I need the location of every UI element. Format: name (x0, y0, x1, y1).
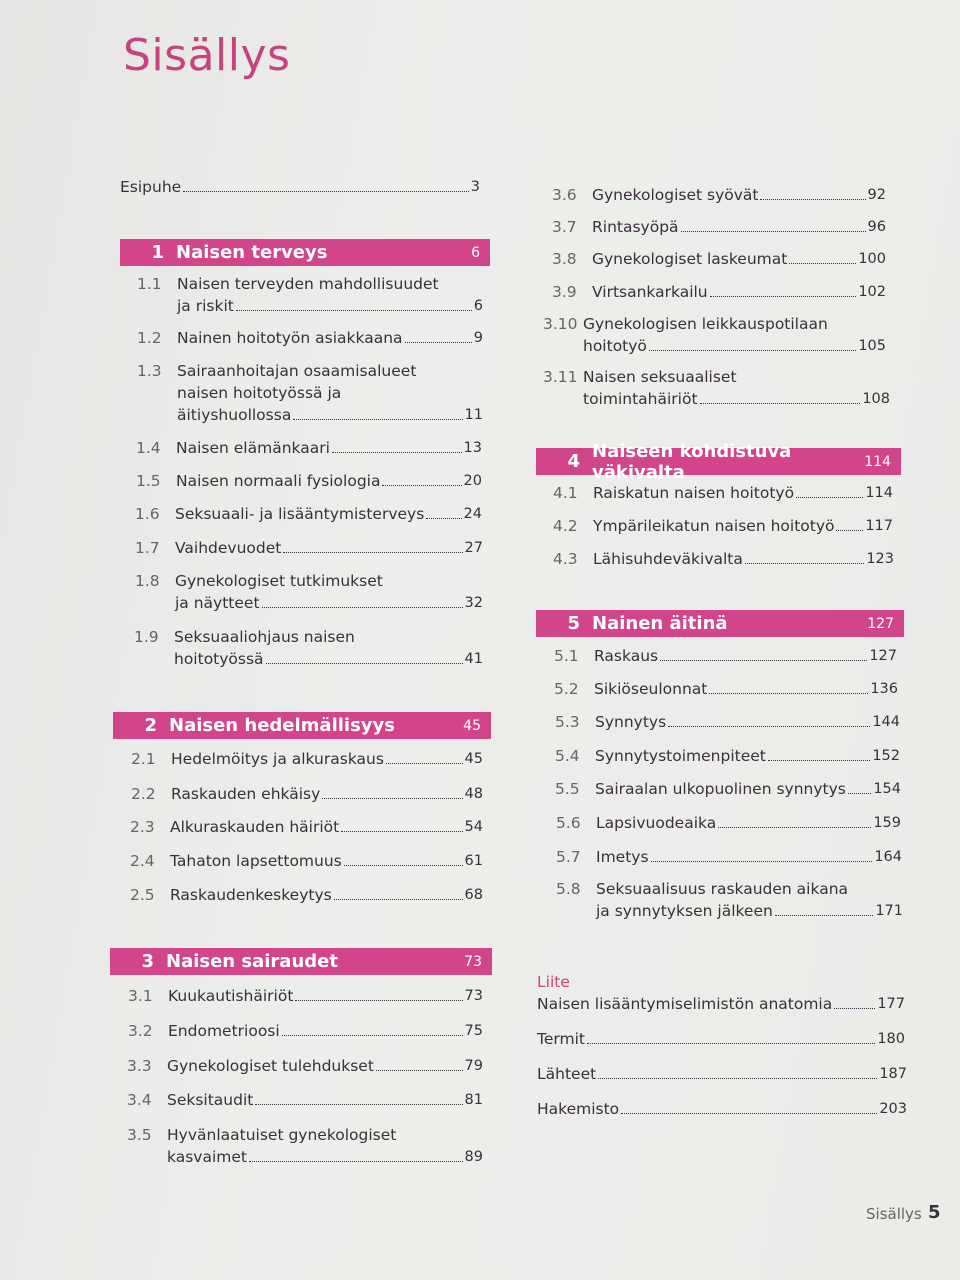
entry-page: 136 (870, 681, 898, 697)
entry-page: 152 (872, 748, 900, 764)
entry-number: 3.11 (543, 368, 578, 386)
toc-entry (131, 783, 483, 805)
entry-page: 11 (464, 407, 483, 423)
leader-dots (796, 497, 863, 498)
toc-entry (127, 1055, 483, 1077)
entry-number: 1.4 (136, 439, 161, 457)
entry-label: Gynekologiset tulehdukset (167, 1057, 374, 1075)
entry-number: 5.6 (556, 814, 581, 832)
entry-page: 68 (464, 887, 483, 903)
toc-entry (537, 971, 905, 1015)
leader-dots (668, 726, 870, 727)
entry-number: 1.7 (135, 539, 160, 557)
entry-label: Sairaalan ulkopuolinen synnytys (595, 780, 846, 798)
leader-dots (283, 552, 462, 553)
entry-number: 5.3 (555, 713, 580, 731)
toc-entry (537, 1063, 907, 1085)
entry-number: 3.10 (543, 315, 578, 333)
entry-label: Raiskatun naisen hoitotyö (593, 484, 795, 502)
entry-number: 1.8 (135, 572, 160, 590)
entry-number: 5.2 (554, 680, 579, 698)
leader-dots (621, 1113, 877, 1114)
leader-dots (649, 350, 856, 351)
entry-label: Vaihdevuodet (175, 539, 282, 557)
entry-number: 2.3 (130, 818, 155, 836)
leader-dots (382, 485, 461, 486)
leader-dots (775, 915, 873, 916)
section-header-4 (536, 440, 901, 483)
entry-page: 3 (470, 179, 480, 195)
entry-number: 3.4 (127, 1091, 152, 1109)
entry-page: 123 (866, 551, 894, 567)
entry-page: 203 (879, 1101, 907, 1117)
entry-label: Kuukautishäiriöt (168, 987, 294, 1005)
entry-label: ja riskit (177, 297, 234, 315)
entry-number: 3.1 (128, 987, 153, 1005)
leader-dots (836, 530, 863, 531)
leader-dots (768, 760, 870, 761)
leader-dots (236, 310, 472, 311)
section-page: 127 (867, 615, 894, 632)
entry-label: Gynekologisen leikkauspotilaan (583, 315, 828, 333)
leader-dots (848, 793, 871, 794)
toc-entry (135, 537, 483, 559)
entry-label: hoitotyössä (174, 650, 264, 668)
toc-entry (553, 482, 893, 504)
section-header-2 (113, 712, 491, 739)
toc-entry (537, 1098, 907, 1120)
entry-page: 159 (873, 815, 901, 831)
entry-label: Endometrioosi (168, 1022, 280, 1040)
entry-label: Seksitaudit (167, 1091, 254, 1109)
entry-label: Alkuraskauden häiriöt (170, 818, 340, 836)
toc-entry (537, 1028, 905, 1050)
entry-page: 20 (463, 473, 482, 489)
entry-label: Liite (537, 973, 570, 991)
footer-page-number: 5 (928, 1202, 941, 1223)
leader-dots (700, 403, 861, 404)
toc-entry (552, 216, 886, 238)
entry-page: 108 (862, 391, 890, 407)
entry-page: 48 (464, 786, 483, 802)
leader-dots (405, 342, 472, 343)
leader-dots (745, 563, 864, 564)
entry-page: 41 (464, 651, 483, 667)
footer-label: Sisällys (866, 1205, 922, 1223)
leader-dots (710, 296, 857, 297)
toc-entry (554, 645, 897, 667)
leader-dots (681, 231, 866, 232)
toc-entry (135, 570, 483, 614)
section-number: 3 (141, 951, 154, 972)
entry-number: 1.3 (137, 362, 162, 380)
entry-page: 100 (858, 251, 886, 267)
toc-entry (555, 711, 900, 733)
toc-entry (127, 1124, 483, 1168)
entry-number: 3.7 (552, 218, 577, 236)
entry-number: 5.1 (554, 647, 579, 665)
entry-label: Seksuaali- ja lisääntymisterveys (175, 505, 425, 523)
leader-dots (262, 607, 463, 608)
entry-label: Gynekologiset syövät (592, 186, 759, 204)
entry-label: Seksuaaliohjaus naisen (174, 628, 355, 646)
entry-number: 1.6 (135, 505, 160, 523)
section-title: Naisen terveys (176, 242, 328, 263)
entry-page: 9 (473, 330, 483, 346)
entry-page: 81 (464, 1092, 483, 1108)
entry-label: Raskaudenkeskeytys (170, 886, 332, 904)
entry-label: Gynekologiset tutkimukset (175, 572, 383, 590)
entry-page: 89 (464, 1149, 483, 1165)
toc-entry (555, 778, 901, 800)
entry-number: 3.2 (128, 1022, 153, 1040)
entry-page: 79 (464, 1058, 483, 1074)
entry-page: 96 (867, 219, 886, 235)
leader-dots (651, 861, 873, 862)
leader-dots (293, 419, 462, 420)
entry-label: Raskauden ehkäisy (171, 785, 321, 803)
leader-dots (266, 663, 463, 664)
entry-label: Synnytystoimenpiteet (595, 747, 766, 765)
toc-entry (135, 503, 482, 525)
entry-page: 24 (463, 506, 482, 522)
entry-page: 73 (464, 988, 483, 1004)
toc-entry (556, 846, 902, 868)
entry-number: 5.4 (555, 747, 580, 765)
toc-entry (552, 281, 886, 303)
toc-entry (553, 515, 893, 537)
section-number: 4 (567, 451, 580, 472)
entry-page: 164 (874, 849, 902, 865)
entry-label: Imetys (596, 848, 649, 866)
entry-page: 54 (464, 819, 483, 835)
toc-entry (130, 850, 483, 872)
entry-label: hoitotyö (583, 337, 647, 355)
section-number: 1 (151, 242, 164, 263)
leader-dots (789, 263, 856, 264)
toc-entry (552, 248, 886, 270)
toc-entry (543, 366, 890, 410)
entry-page: 154 (873, 781, 901, 797)
entry-number: 2.2 (131, 785, 156, 803)
toc-entry (128, 985, 483, 1007)
toc-entry (555, 745, 900, 767)
section-header-3 (110, 948, 492, 975)
section-title: Naisen hedelmällisyys (169, 715, 395, 736)
entry-label: Seksuaalisuus raskauden aikana (596, 880, 849, 898)
entry-label: Lapsivuodeaika (596, 814, 717, 832)
toc-entry (137, 327, 483, 349)
leader-dots (282, 1035, 463, 1036)
entry-number: 5.8 (556, 880, 581, 898)
entry-page: 27 (464, 540, 483, 556)
toc-entry (128, 1020, 483, 1042)
entry-number: 1.2 (137, 329, 162, 347)
entry-number: 1.5 (136, 472, 161, 490)
entry-number: 2.5 (130, 886, 155, 904)
toc-entry (130, 816, 483, 838)
entry-number: 1.9 (134, 628, 159, 646)
section-number: 5 (567, 613, 580, 634)
entry-label: äitiyshuollossa (177, 406, 292, 424)
entry-page: 187 (879, 1066, 907, 1082)
page-title: Sisällys (123, 30, 291, 81)
entry-label: Raskaus (594, 647, 659, 665)
leader-dots (598, 1078, 877, 1079)
leader-dots (587, 1043, 875, 1044)
entry-label: Nainen hoitotyön asiakkaana (177, 329, 403, 347)
entry-label: Esipuhe (120, 178, 182, 196)
leader-dots (183, 191, 469, 192)
entry-number: 5.5 (555, 780, 580, 798)
toc-entry (556, 878, 903, 922)
entry-page: 6 (473, 298, 483, 314)
entry-label: Hedelmöitys ja alkuraskaus (171, 750, 384, 768)
section-page: 45 (463, 717, 481, 734)
entry-page: 75 (464, 1023, 483, 1039)
leader-dots (660, 660, 867, 661)
leader-dots (332, 452, 462, 453)
leader-dots (334, 899, 463, 900)
entry-label: Sairaanhoitajan osaamisalueet (177, 362, 417, 380)
entry-label: Termit (537, 1030, 585, 1048)
entry-number: 1.1 (137, 275, 162, 293)
entry-label: Lähteet (537, 1065, 597, 1083)
entry-label: Naisen lisääntymiselimistön anatomia (537, 995, 833, 1013)
toc-entry (137, 360, 483, 426)
toc-entry (554, 678, 898, 700)
entry-page: 13 (463, 440, 482, 456)
entry-page: 180 (877, 1031, 905, 1047)
leader-dots (386, 763, 463, 764)
toc-entry (130, 884, 483, 906)
toc-entry (131, 748, 483, 770)
entry-label: Gynekologiset laskeumat (592, 250, 788, 268)
entry-label: Synnytys (595, 713, 667, 731)
toc-entry (556, 812, 901, 834)
entry-number: 3.3 (127, 1057, 152, 1075)
leader-dots (344, 865, 463, 866)
leader-dots (718, 827, 871, 828)
section-header-1 (120, 239, 490, 266)
leader-dots (760, 199, 865, 200)
leader-dots (341, 831, 462, 832)
entry-label: toimintahäiriöt (583, 390, 698, 408)
entry-label: Lähisuhdeväkivalta (593, 550, 743, 568)
entry-label: Hyvänlaatuiset gynekologiset (167, 1126, 397, 1144)
section-title: Nainen äitinä (592, 613, 728, 634)
entry-page: 61 (464, 853, 483, 869)
entry-label: Naisen elämänkaari (176, 439, 330, 457)
entry-number: 3.5 (127, 1126, 152, 1144)
leader-dots (249, 1161, 463, 1162)
entry-label: Ympärileikatun naisen hoitotyö (593, 517, 835, 535)
entry-page: 171 (875, 903, 903, 919)
entry-label: ja synnytyksen jälkeen (596, 902, 773, 920)
entry-page: 144 (872, 714, 900, 730)
leader-dots (255, 1104, 462, 1105)
section-page: 114 (864, 453, 891, 470)
section-header-5 (536, 610, 904, 637)
toc-entry (553, 548, 894, 570)
toc-entry (136, 470, 482, 492)
leader-dots (322, 798, 462, 799)
entry-page: 102 (858, 284, 886, 300)
entry-page: 45 (464, 751, 483, 767)
entry-page: 92 (867, 187, 886, 203)
entry-number: 4.2 (553, 517, 578, 535)
entry-page: 32 (464, 595, 483, 611)
entry-number: 4.1 (553, 484, 578, 502)
entry-label: Naisen terveyden mahdollisuudet (177, 275, 439, 293)
entry-label: Tahaton lapsettomuus (170, 852, 342, 870)
entry-number: 3.9 (552, 283, 577, 301)
entry-label: Hakemisto (537, 1100, 620, 1118)
entry-label: naisen hoitotyössä ja (177, 384, 342, 402)
entry-number: 3.8 (552, 250, 577, 268)
entry-label: ja näytteet (175, 594, 260, 612)
leader-dots (295, 1000, 462, 1001)
leader-dots (834, 1008, 875, 1009)
entry-page: 117 (865, 518, 893, 534)
entry-label: Rintasyöpä (592, 218, 679, 236)
section-number: 2 (144, 715, 157, 736)
entry-number: 5.7 (556, 848, 581, 866)
entry-label: Naisen normaali fysiologia (176, 472, 381, 490)
section-page: 6 (471, 244, 480, 261)
toc-entry (137, 273, 483, 317)
section-page: 73 (464, 953, 482, 970)
entry-label: Virtsankarkailu (592, 283, 708, 301)
entry-label: Naisen seksuaaliset (583, 368, 737, 386)
entry-label: kasvaimet (167, 1148, 247, 1166)
entry-page: 105 (858, 338, 886, 354)
entry-page: 177 (877, 996, 905, 1012)
leader-dots (709, 693, 868, 694)
toc-entry (120, 176, 480, 198)
leader-dots (376, 1070, 463, 1071)
toc-entry (127, 1089, 483, 1111)
entry-number: 2.1 (131, 750, 156, 768)
leader-dots (426, 518, 461, 519)
toc-entry (134, 626, 483, 670)
section-title: Naisen sairaudet (166, 951, 338, 972)
toc-entry (136, 437, 482, 459)
toc-entry (552, 184, 886, 206)
entry-number: 3.6 (552, 186, 577, 204)
entry-number: 4.3 (553, 550, 578, 568)
entry-page: 127 (869, 648, 897, 664)
entry-page: 114 (865, 485, 893, 501)
section-title: Naiseen kohdistuva väkivalta (592, 440, 792, 483)
entry-label: Sikiöseulonnat (594, 680, 708, 698)
entry-number: 2.4 (130, 852, 155, 870)
toc-entry (543, 313, 886, 357)
